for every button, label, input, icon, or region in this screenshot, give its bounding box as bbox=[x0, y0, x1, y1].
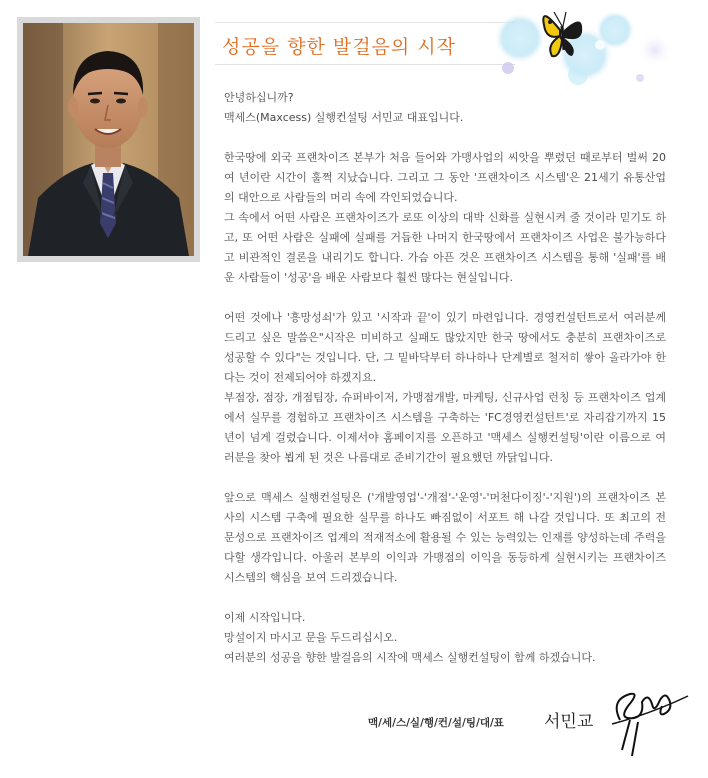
title-divider-bottom bbox=[215, 64, 515, 65]
ceo-photo-frame bbox=[17, 17, 200, 262]
ceo-greeting-letter bbox=[224, 88, 666, 668]
letter-paragraph: 그 속에서 어떤 사람은 프랜차이즈가 로또 이상의 대박 신화를 실현시켜 줄 것이라 믿기도 하고, 또 어떤 사람은 실패에 실패를 거듭한 나머지 한국땅에서 프랜차이즈 사업은 불가능하다고 비관적인 결론을 내리기도 합니다. 가슴 아픈 것은 프랜차이즈 시스템을 통해 '실패'를 배운 사람들이 '성공'을 배운 사람보다 훨씬 많다는 현실입니다. bbox=[224, 211, 666, 284]
signature-image bbox=[600, 680, 700, 760]
ceo-name: 서민교 bbox=[544, 712, 594, 732]
letter-paragraph: 어떤 것에나 '흥망성쇠'가 있고 '시작과 끝'이 있기 마련입니다. 경영컨설턴트로서 여러분께 드리고 싶은 말씀은"시작은 미비하고 실패도 많았지만 한국 땅에서도 충분히 프랜차이즈로 성공할 수 있다"는 것입니다. 단, 그 밑바닥부터 하나하나 단계별로 철저히 쌓아 올라가야 한다는 것이 전제되어야 하겠지요. bbox=[224, 311, 666, 384]
letter-paragraph: 한국땅에 외국 프랜차이즈 본부가 처음 들어와 가맹사업의 씨앗을 뿌렸던 때로부터 벌써 20여 년이란 시간이 훌쩍 지났습니다. 그리고 그 동안 '프랜차이즈 시스템'은 21세기 유통산업의 대안으로 사람들의 머리 속에 각인되었습니다. bbox=[224, 151, 666, 204]
letter-paragraph: 부점장, 점장, 개점팀장, 슈퍼바이저, 가맹점개발, 마케팅, 신규사업 런칭 등 프랜차이즈 업계에서 실무를 경험하고 프랜차이즈 시스템을 구축하는 'FC경영컨설턴트'로 자리잡기까지 15년이 넘게 걸렸습니다. 이제서야 홈페이지를 오픈하고 '맥세스 실행컨설팅'이란 이름으로 여러분을 찾아 뵙게 된 것은 나름대로 준비기간이 필요했던 까닭입니다. bbox=[224, 391, 666, 464]
introduction-line: 맥세스(Maxcess) 실행컨설팅 서민교 대표입니다. bbox=[224, 111, 464, 124]
closing-line: 여러분의 성공을 향한 발걸음의 시작에 맥세스 실행컨설팅이 함께 하겠습니다. bbox=[224, 651, 596, 664]
title-divider-top bbox=[215, 22, 515, 23]
greeting-line: 안녕하십니까? bbox=[224, 91, 294, 104]
bokeh-circles-decoration bbox=[480, 0, 708, 95]
company-title: 맥/세/스/실/행/컨/설/팅/대/표 bbox=[368, 717, 504, 729]
closing-line: 망설이지 마시고 문을 두드리십시오. bbox=[224, 631, 398, 644]
page-title: 성공을 향한 발걸음의 시작 bbox=[222, 36, 457, 58]
ceo-portrait-photo bbox=[23, 23, 194, 256]
letter-paragraph: 앞으로 맥세스 실행컨설팅은 ('개발영업'-'개점'-'운영'-'머천다이징'-'지원')의 프랜차이즈 본사의 시스템 구축에 필요한 실무를 하나도 빠짐없이 서포트 해 나갈 것입니다. 또 최고의 전문성으로 프랜차이즈 업계의 적재적소에 활용될 수 있는 능력있는 인재를 양성하는데 주력을 다할 생각입니다. 아울러 본부의 이익과 가맹점의 이익을 동등하게 실현시키는 프랜차이즈 시스템의 핵심을 보여 드리겠습니다. bbox=[224, 491, 666, 584]
signoff bbox=[368, 680, 698, 770]
closing-line: 이제 시작입니다. bbox=[224, 611, 306, 624]
